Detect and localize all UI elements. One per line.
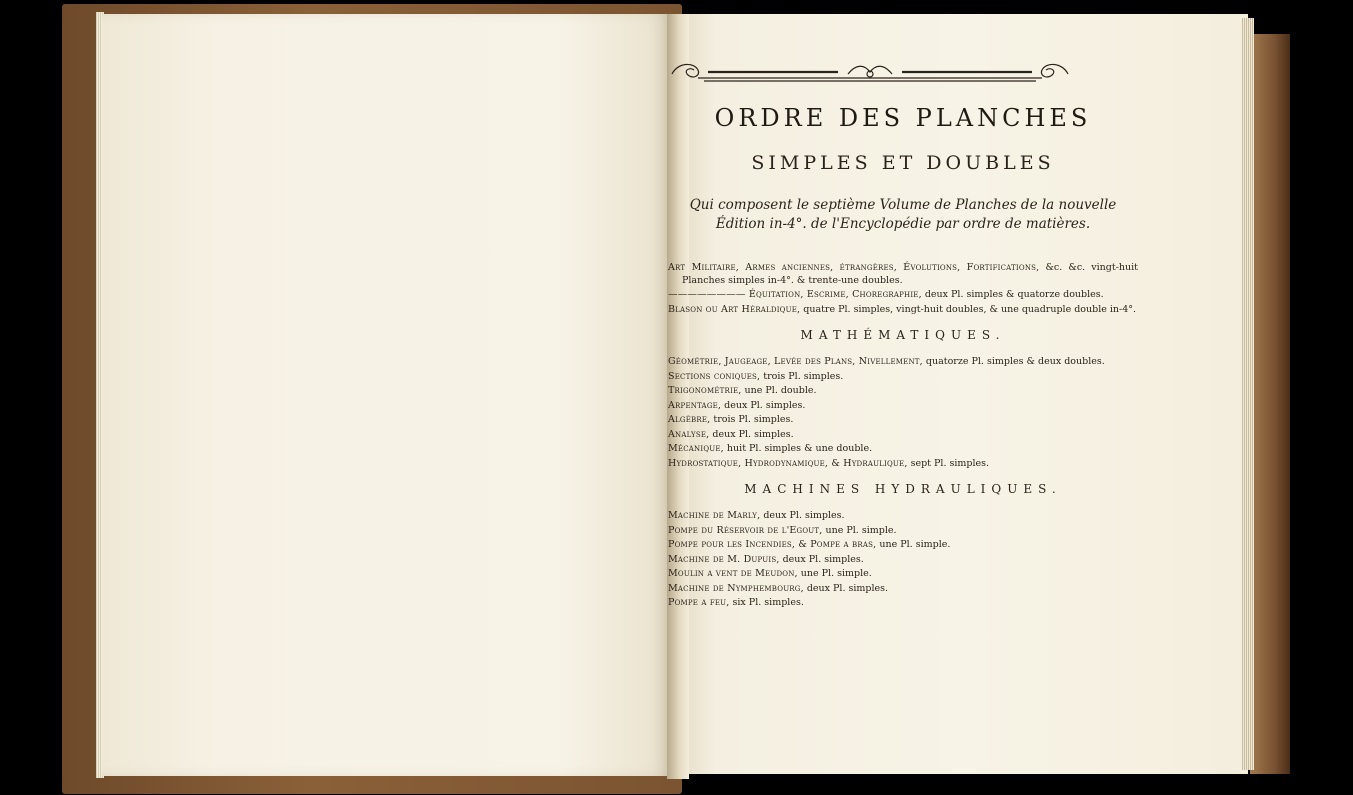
page-title: ORDRE DES PLANCHES <box>714 104 1092 132</box>
list-item: Hydrostatique, Hydrodynamique, & Hydraulique, sept Pl. simples. <box>668 457 990 469</box>
list-item: Machine de Nymphembourg, deux Pl. simples. <box>668 582 889 594</box>
section-heading-mathematiques: MATHÉMATIQUES. <box>800 328 1006 342</box>
list-item: Pompe du Réservoir de l'Egout, une Pl. simple. <box>668 524 897 536</box>
list-item: Arpentage, deux Pl. simples. <box>668 399 806 411</box>
entries-mathematiques <box>668 356 1138 470</box>
list-item: Machine de M. Dupuis, deux Pl. simples. <box>668 553 864 565</box>
list-item: Mécanique, huit Pl. simples & une double. <box>668 443 873 454</box>
list-item: Analyse, deux Pl. simples. <box>668 428 794 440</box>
blank-left-page <box>102 14 672 776</box>
list-item: Pompe pour les Incendies, & Pompe a bras, une Pl. simple. <box>668 539 951 550</box>
entries-machines <box>668 510 1138 610</box>
list-item: Moulin a vent de Meudon, une Pl. simple. <box>668 568 872 579</box>
list-item: Machine de Marly, deux Pl. simples. <box>668 510 845 521</box>
list-item: ———————— Équitation, Escrime, Choregraphie, deux Pl. simples & quatorze doubles. <box>668 289 1104 300</box>
list-item: Pompe a feu, six Pl. simples. <box>668 597 804 608</box>
list-item: Algèbre, trois Pl. simples. <box>668 414 794 425</box>
page-subtitle: SIMPLES ET DOUBLES <box>751 152 1055 174</box>
page-edge-right <box>1242 18 1254 770</box>
list-item: Art Militaire, Armes anciennes, étrangères, Évolutions, Fortifications, &c. &c. vingt-huit Planches simples in-4°. & trente-une doubles. <box>668 262 1138 286</box>
page-content <box>668 60 1138 612</box>
list-item: Sections coniques, trois Pl. simples. <box>668 370 844 382</box>
book-cover-right <box>1250 34 1290 774</box>
list-item: Géométrie, Jaugeage, Levée des Plans, Nivellement, quatorze Pl. simples & deux doubles. <box>668 356 1105 367</box>
header-ornament-icon <box>668 60 1072 86</box>
section-heading-machines: MACHINES HYDRAULIQUES. <box>744 482 1062 496</box>
intro-text: Qui composent le septième Volume de Planches de la nouvelle Édition in-4°. de l'Encyclopédie par ordre de matières. <box>689 197 1117 232</box>
entries-general <box>668 262 1138 316</box>
list-item: Blason ou Art Héraldique, quatre Pl. simples, vingt-huit doubles, & une quadruple double in-4°. <box>668 303 1137 315</box>
list-item: Trigonométrie, une Pl. double. <box>668 385 817 396</box>
